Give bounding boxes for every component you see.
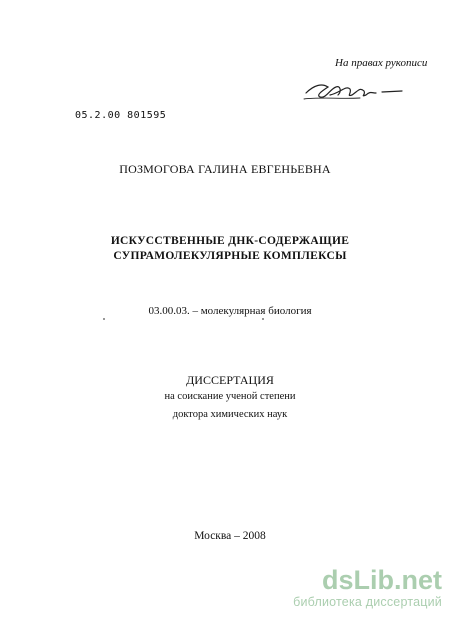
specialty-code: 03.00.03. – молекулярная биология: [148, 305, 312, 317]
dissertation-title-line-1: ИСКУССТВЕННЫЕ ДНК-СОДЕРЖАЩИЕ: [110, 235, 350, 247]
degree-line-1: на соискание ученой степени: [164, 391, 296, 402]
scan-speck: [103, 318, 105, 320]
watermark-tagline: библиотека диссертаций: [293, 595, 442, 609]
degree-line-2: доктора химических наук: [172, 409, 288, 420]
watermark-logo: dsLib.net: [322, 565, 442, 595]
author-name: ПОЗМОГОВА ГАЛИНА ЕВГЕНЬЕВНА: [119, 162, 331, 176]
scan-speck: [262, 318, 264, 320]
registry-number: 05.2.00 801595: [75, 110, 167, 121]
document-type-label: ДИССЕРТАЦИЯ: [186, 373, 274, 387]
handwritten-signature: [300, 75, 405, 105]
place-and-year: Москва – 2008: [194, 530, 266, 542]
dissertation-title-line-2: СУПРАМОЛЕКУЛЯРНЫЕ КОМПЛЕКСЫ: [113, 250, 347, 262]
manuscript-note: На правах рукописи: [335, 57, 428, 69]
site-watermark[interactable]: [272, 566, 442, 612]
